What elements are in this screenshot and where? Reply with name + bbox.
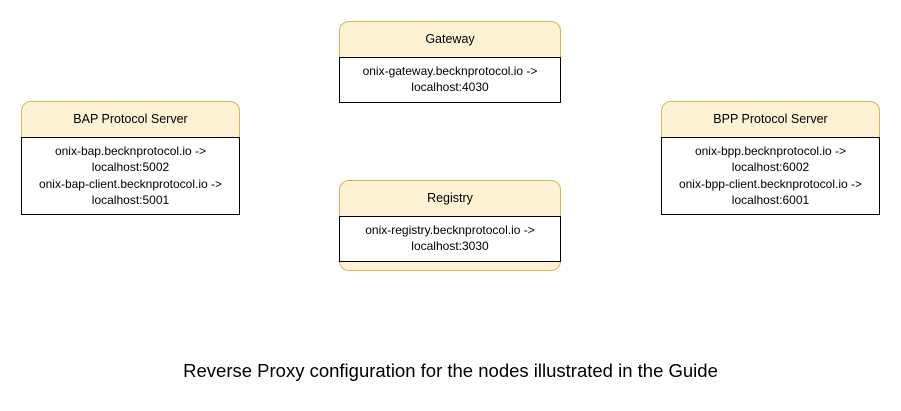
node-bpp-line-1: onix-bpp.becknprotocol.io -> — [694, 144, 847, 159]
node-bap-protocol-server[interactable] — [21, 101, 240, 207]
node-registry-body — [339, 216, 561, 261]
node-bap-title: BAP Protocol Server — [73, 112, 188, 126]
node-registry-line-1: onix-registry.becknprotocol.io -> — [365, 223, 535, 238]
node-registry-title: Registry — [427, 191, 473, 205]
node-bpp-title: BPP Protocol Server — [713, 112, 828, 126]
node-registry-footer — [340, 262, 560, 270]
node-registry[interactable] — [339, 180, 561, 271]
diagram-caption: Reverse Proxy configuration for the nodes illustrated in the Guide — [183, 360, 718, 381]
node-bap-line-3: onix-bap-client.becknprotocol.io -> — [38, 176, 223, 191]
node-bpp-line-3: onix-bpp-client.becknprotocol.io -> — [678, 176, 863, 191]
node-gateway-body — [339, 57, 561, 102]
node-bpp-protocol-server[interactable] — [661, 101, 880, 207]
node-registry-line-2: localhost:3030 — [411, 239, 489, 254]
node-gateway-title: Gateway — [425, 32, 475, 46]
node-gateway[interactable] — [339, 21, 561, 101]
node-bap-line-2: localhost:5002 — [91, 160, 170, 175]
node-bap-line-4: localhost:5001 — [91, 192, 170, 207]
node-gateway-line-2: localhost:4030 — [411, 80, 489, 95]
node-bpp-line-2: localhost:6002 — [731, 160, 810, 175]
node-gateway-line-1: onix-gateway.becknprotocol.io -> — [362, 64, 538, 79]
node-bpp-body — [661, 137, 880, 215]
node-bpp-line-4: localhost:6001 — [731, 192, 810, 207]
node-bap-line-1: onix-bap.becknprotocol.io -> — [54, 144, 207, 159]
node-bap-body — [21, 137, 240, 215]
